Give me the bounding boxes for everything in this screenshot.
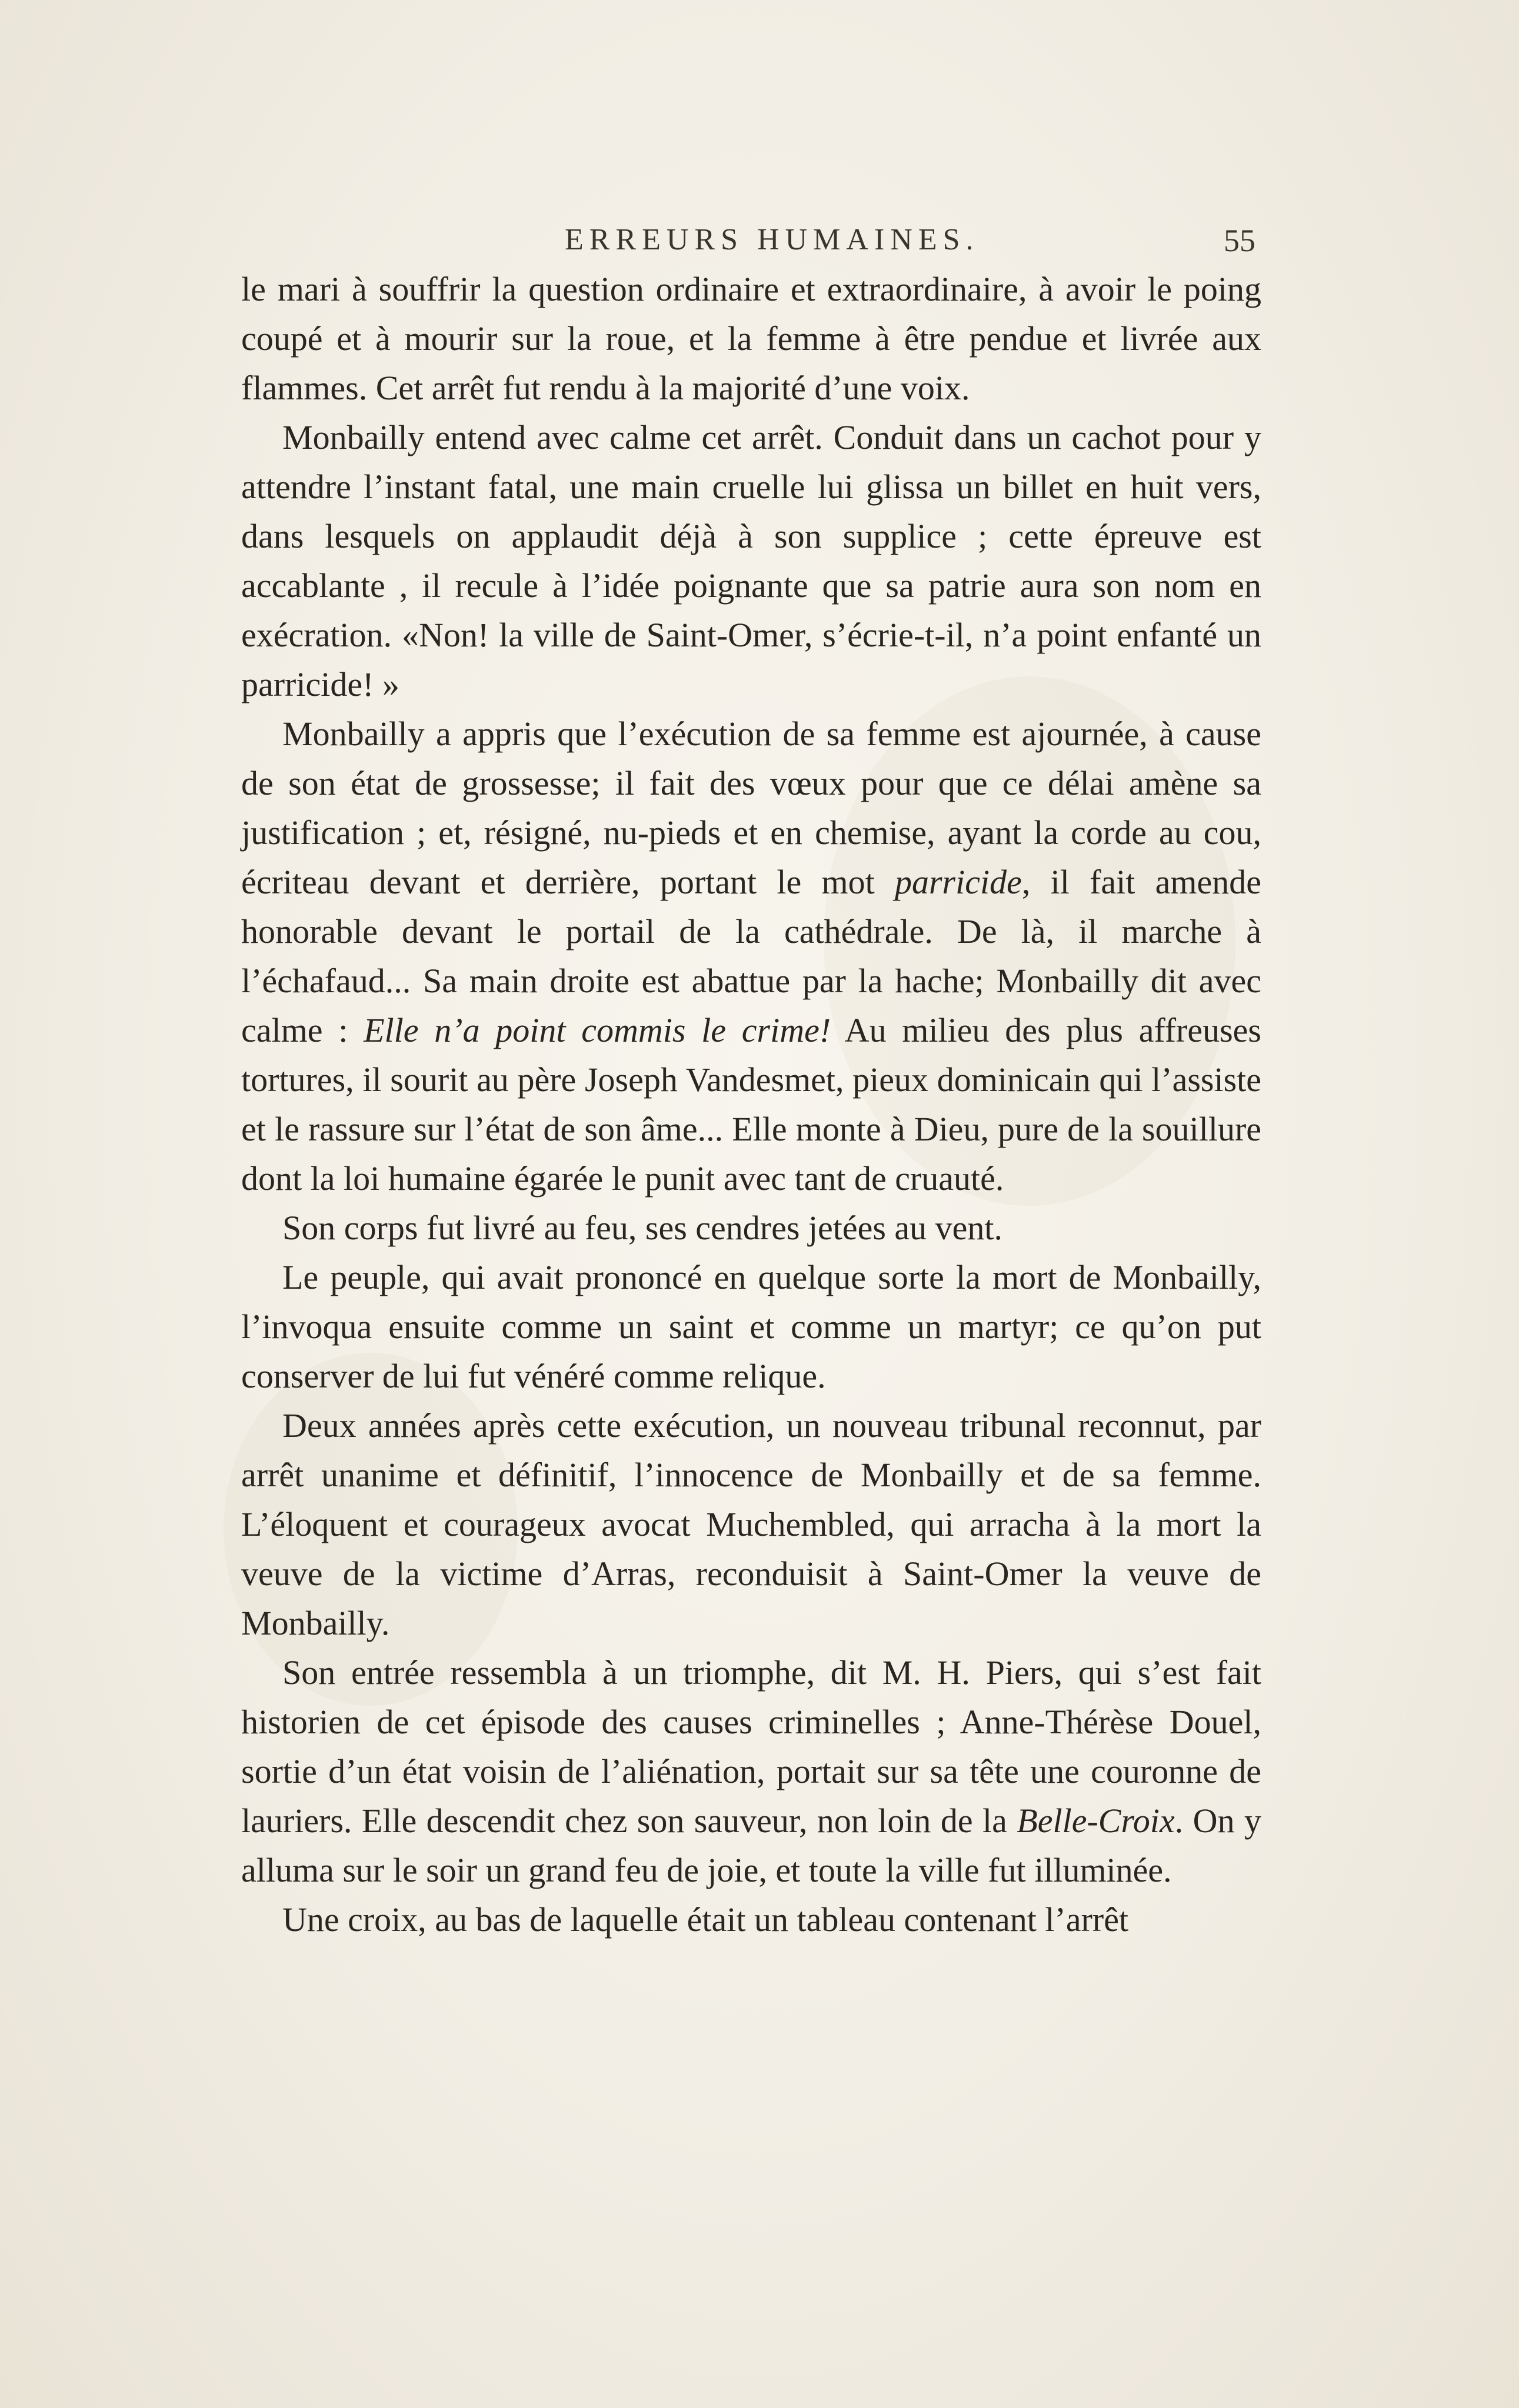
paragraph-2: Monbailly entend avec calme cet arrêt. Conduit dans un cachot pour y attendre l’instant fatal, une main cruelle lui glissa un billet en huit vers, dans lesquels on applaudit déjà à son supplice ; cette épreuve est accablante , il recule à l’idée poignante que sa patrie aura son nom en exécration. «Non! la ville de Saint-Omer, s’écrie-t-il, n’a point enfanté un parricide! » xyxy=(241,418,1261,703)
running-title: ERREURS HUMAINES. xyxy=(565,223,980,256)
paragraph-8: Une croix, au bas de laquelle était un tableau contenant l’arrêt xyxy=(282,1900,1129,1939)
paragraph-4: Son corps fut livré au feu, ses cendres jetées au vent. xyxy=(282,1209,1003,1247)
paragraph-7-part-b: . On y alluma sur le soir un grand feu de joie, et toute la ville fut illuminée. xyxy=(241,1802,1261,1889)
italic-parricide: parricide xyxy=(894,863,1022,901)
paragraph-5: Le peuple, qui avait prononcé en quelque sorte la mort de Monbailly, l’invoqua ensuite comme un saint et comme un martyr; ce qu’on put conserver de lui fut vénéré comme relique. xyxy=(241,1258,1261,1395)
paragraph-3-part-c: Au milieu des plus affreuses tortures, il sourit au père Joseph Vandesmet, pieux dominicain qui l’assiste et le rassure sur l’état de son âme... Elle monte à Dieu, pure de la souillure dont la loi humaine égarée le punit avec tant de cruauté. xyxy=(241,1011,1261,1198)
paragraph-7 xyxy=(241,1648,1261,1895)
page-number: 55 xyxy=(1224,223,1255,258)
paragraph-3-part-b: , il fait amende honorable devant le portail de la cathédrale. De là, il marche à l’échafaud... Sa main droite est abattue par la hache; Monbailly dit avec calme : xyxy=(241,863,1261,1049)
paragraph-3 xyxy=(241,709,1261,1203)
italic-quote: Elle n’a point commis le crime! xyxy=(364,1011,831,1049)
running-head xyxy=(0,222,1519,258)
paragraph-7-part-a: Son entrée ressembla à un triomphe, dit M. H. Piers, qui s’est fait historien de cet épisode des causes criminelles ; Anne-Thérèse Douel, sortie d’un état voisin de l’aliénation, portait sur sa tête une couronne de lauriers. Elle descendit chez son sauveur, non loin de la xyxy=(241,1653,1261,1840)
paragraph-3-part-a: Monbailly a appris que l’exécution de sa femme est ajournée, à cause de son état de grossesse; il fait des vœux pour que ce délai amène sa justification ; et, résigné, nu-pieds et en chemise, ayant la corde au cou, écriteau devant et derrière, portant le mot xyxy=(241,715,1261,901)
italic-belle-croix: Belle-Croix xyxy=(1017,1802,1175,1840)
paragraph-1: le mari à souffrir la question ordinaire et extraordinaire, à avoir le poing coupé et à mourir sur la roue, et la femme à être pendue et livrée aux flammes. Cet arrêt fut rendu à la majorité d’une voix. xyxy=(241,270,1261,407)
paragraph-6: Deux années après cette exécution, un nouveau tribunal reconnut, par arrêt unanime et définitif, l’innocence de Monbailly et de sa femme. L’éloquent et courageux avocat Muchembled, qui arracha à la mort la veuve de la victime d’Arras, reconduisit à Saint-Omer la veuve de Monbailly. xyxy=(241,1406,1261,1642)
body-text xyxy=(241,265,1261,1945)
